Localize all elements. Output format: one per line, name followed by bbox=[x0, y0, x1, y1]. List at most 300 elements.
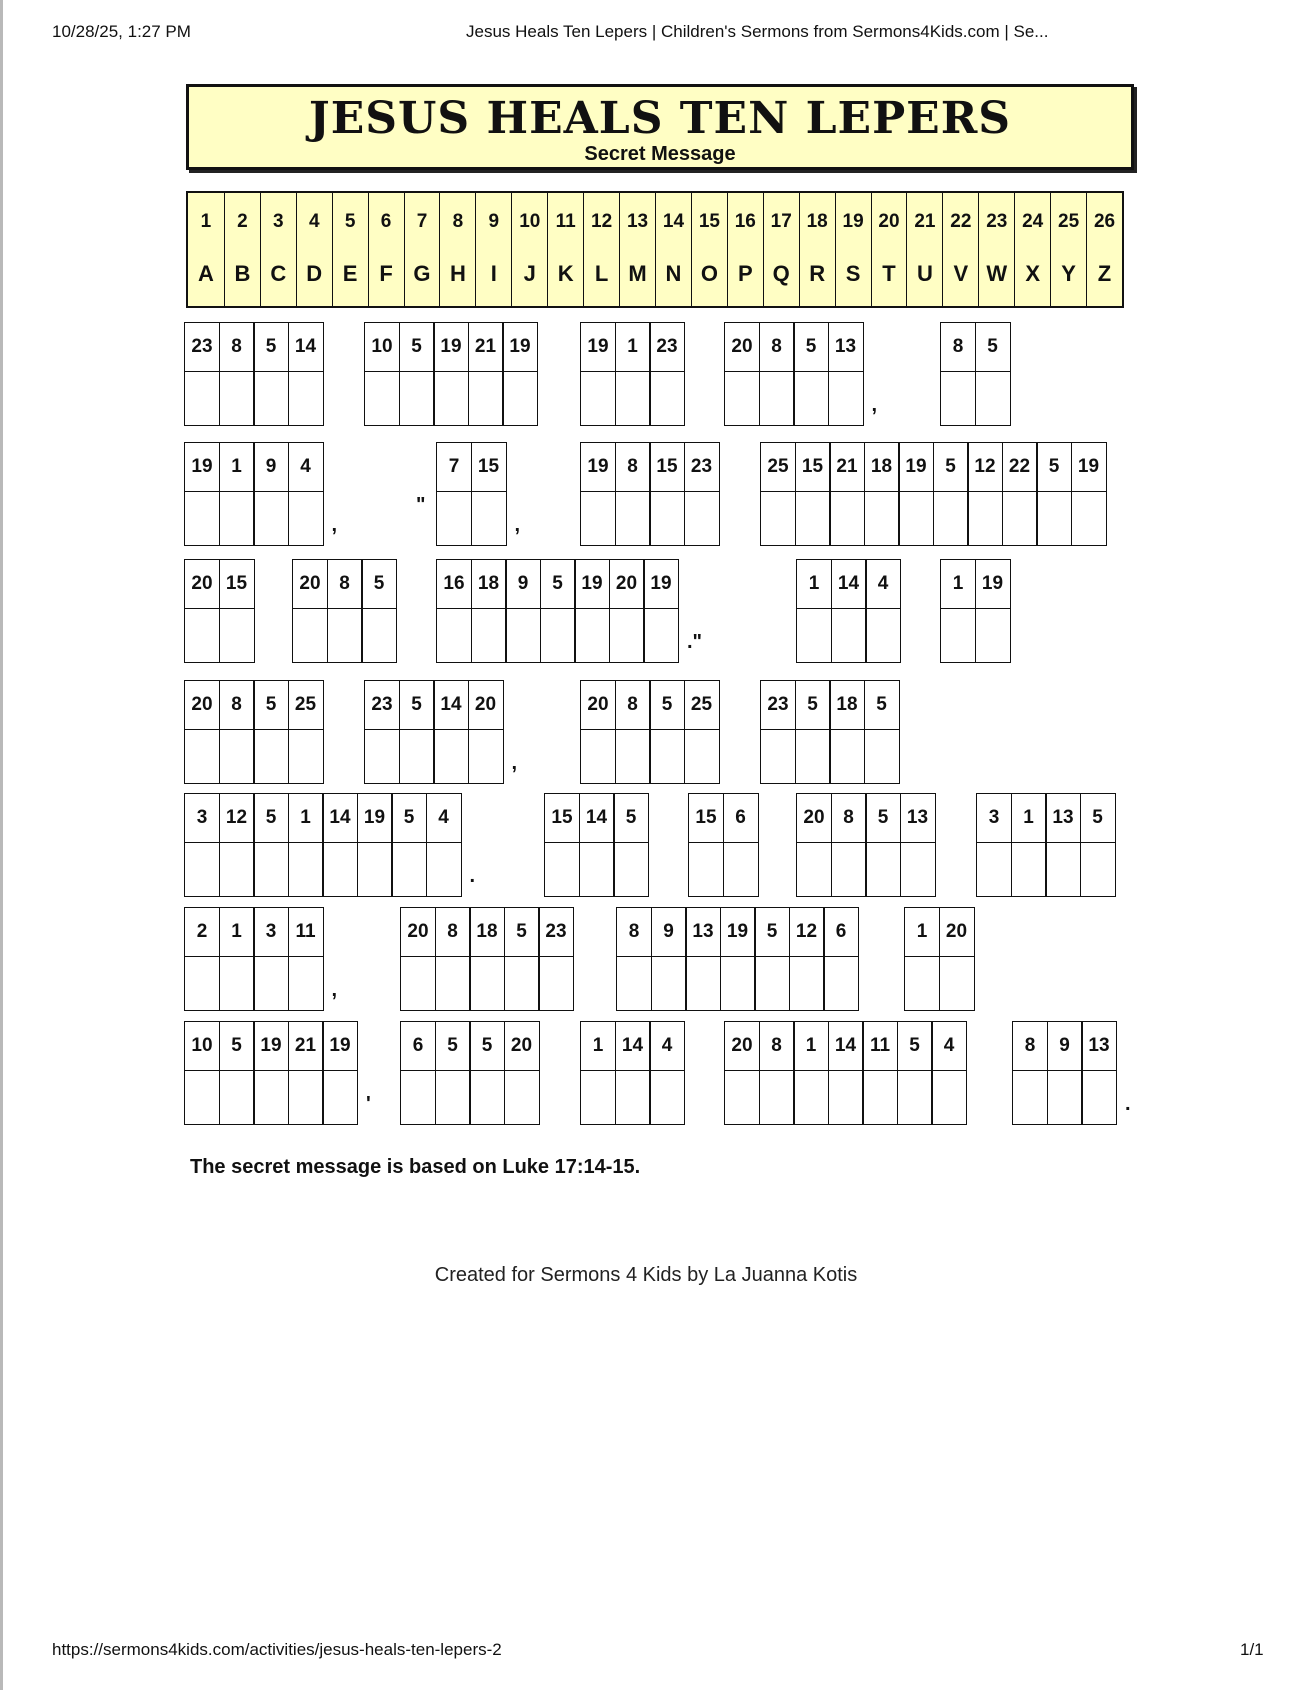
answer-blank[interactable] bbox=[220, 492, 254, 545]
letter-box[interactable] bbox=[468, 680, 504, 784]
letter-box[interactable] bbox=[609, 559, 645, 663]
letter-box[interactable] bbox=[975, 559, 1011, 663]
letter-box[interactable] bbox=[253, 442, 289, 546]
letter-box[interactable] bbox=[828, 322, 864, 426]
answer-blank[interactable] bbox=[400, 372, 434, 425]
answer-blank[interactable] bbox=[185, 372, 219, 425]
answer-blank[interactable] bbox=[365, 372, 399, 425]
answer-blank[interactable] bbox=[760, 372, 794, 425]
letter-box[interactable] bbox=[904, 907, 940, 1011]
letter-code: 19 bbox=[1072, 443, 1106, 492]
letter-box[interactable] bbox=[1002, 442, 1038, 546]
letter-box[interactable] bbox=[219, 907, 255, 1011]
answer-blank[interactable] bbox=[1082, 1071, 1116, 1124]
letter-box[interactable] bbox=[288, 442, 324, 546]
answer-blank[interactable] bbox=[220, 609, 254, 662]
answer-blank[interactable] bbox=[794, 372, 828, 425]
key-number: 14 bbox=[655, 193, 691, 241]
answer-blank[interactable] bbox=[580, 843, 614, 896]
letter-box[interactable] bbox=[579, 793, 615, 897]
answer-blank[interactable] bbox=[866, 609, 900, 662]
answer-blank[interactable] bbox=[436, 957, 470, 1010]
letter-box[interactable] bbox=[865, 559, 901, 663]
answer-blank[interactable] bbox=[976, 372, 1010, 425]
letter-box[interactable] bbox=[615, 1021, 651, 1125]
letter-code: 5 bbox=[470, 1022, 504, 1071]
answer-blank[interactable] bbox=[470, 957, 504, 1010]
answer-blank[interactable] bbox=[328, 609, 362, 662]
letter-box[interactable] bbox=[400, 907, 436, 1011]
letter-box[interactable] bbox=[760, 680, 796, 784]
key-letter: P bbox=[727, 241, 763, 306]
letter-box[interactable] bbox=[1081, 1021, 1117, 1125]
letter-box[interactable] bbox=[540, 559, 576, 663]
answer-blank[interactable] bbox=[865, 730, 899, 783]
letter-box[interactable] bbox=[574, 559, 610, 663]
letter-box[interactable] bbox=[184, 680, 220, 784]
answer-blank[interactable] bbox=[901, 843, 935, 896]
answer-blank[interactable] bbox=[794, 1071, 828, 1124]
letter-box[interactable] bbox=[1036, 442, 1072, 546]
answer-blank[interactable] bbox=[185, 843, 219, 896]
letter-box[interactable] bbox=[616, 907, 652, 1011]
letter-box[interactable] bbox=[288, 793, 324, 897]
answer-blank[interactable] bbox=[689, 843, 723, 896]
answer-blank[interactable] bbox=[434, 730, 468, 783]
letter-code: 15 bbox=[650, 443, 684, 492]
answer-blank[interactable] bbox=[185, 1071, 219, 1124]
letter-box[interactable] bbox=[688, 793, 724, 897]
answer-blank[interactable] bbox=[185, 609, 219, 662]
answer-blank[interactable] bbox=[724, 843, 758, 896]
letter-box[interactable] bbox=[723, 793, 759, 897]
letter-box[interactable] bbox=[649, 1021, 685, 1125]
letter-box[interactable] bbox=[684, 442, 720, 546]
answer-blank[interactable] bbox=[289, 372, 323, 425]
cipher-word bbox=[760, 442, 1107, 546]
answer-blank[interactable] bbox=[401, 1071, 435, 1124]
letter-box[interactable] bbox=[795, 680, 831, 784]
answer-blank[interactable] bbox=[650, 730, 684, 783]
letter-box[interactable] bbox=[831, 559, 867, 663]
punctuation-mark: , bbox=[871, 394, 878, 416]
answer-blank[interactable] bbox=[220, 957, 254, 1010]
answer-blank[interactable] bbox=[934, 492, 968, 545]
answer-blank[interactable] bbox=[644, 609, 678, 662]
answer-blank[interactable] bbox=[472, 609, 506, 662]
answer-blank[interactable] bbox=[581, 730, 615, 783]
letter-box[interactable] bbox=[184, 907, 220, 1011]
letter-box[interactable] bbox=[184, 559, 220, 663]
letter-code: 5 bbox=[796, 681, 830, 730]
letter-box[interactable] bbox=[433, 322, 469, 426]
letter-box[interactable] bbox=[219, 1021, 255, 1125]
letter-box[interactable] bbox=[829, 680, 865, 784]
letter-box[interactable] bbox=[976, 793, 1012, 897]
answer-blank[interactable] bbox=[616, 730, 650, 783]
answer-blank[interactable] bbox=[254, 730, 288, 783]
answer-blank[interactable] bbox=[575, 609, 609, 662]
answer-blank[interactable] bbox=[721, 957, 755, 1010]
letter-box[interactable] bbox=[391, 793, 427, 897]
letter-box[interactable] bbox=[288, 1021, 324, 1125]
answer-blank[interactable] bbox=[1072, 492, 1106, 545]
letter-code: 4 bbox=[289, 443, 323, 492]
answer-blank[interactable] bbox=[652, 957, 686, 1010]
letter-box[interactable] bbox=[615, 322, 651, 426]
answer-blank[interactable] bbox=[1046, 843, 1080, 896]
letter-box[interactable] bbox=[468, 322, 504, 426]
answer-blank[interactable] bbox=[761, 492, 795, 545]
answer-blank[interactable] bbox=[220, 1071, 254, 1124]
letter-box[interactable] bbox=[615, 680, 651, 784]
letter-box[interactable] bbox=[864, 442, 900, 546]
answer-blank[interactable] bbox=[899, 492, 933, 545]
answer-blank[interactable] bbox=[796, 730, 830, 783]
letter-box[interactable] bbox=[253, 1021, 289, 1125]
answer-blank[interactable] bbox=[796, 492, 830, 545]
letter-box[interactable] bbox=[1071, 442, 1107, 546]
answer-blank[interactable] bbox=[616, 492, 650, 545]
answer-blank[interactable] bbox=[362, 609, 396, 662]
answer-blank[interactable] bbox=[220, 843, 254, 896]
letter-box[interactable] bbox=[795, 442, 831, 546]
answer-blank[interactable] bbox=[472, 492, 506, 545]
answer-blank[interactable] bbox=[797, 843, 831, 896]
letter-box[interactable] bbox=[897, 1021, 933, 1125]
answer-blank[interactable] bbox=[254, 492, 288, 545]
answer-blank[interactable] bbox=[1081, 843, 1115, 896]
letter-box[interactable] bbox=[322, 1021, 358, 1125]
letter-code: 20 bbox=[185, 560, 219, 609]
answer-blank[interactable] bbox=[830, 730, 864, 783]
letter-box[interactable] bbox=[253, 322, 289, 426]
answer-blank[interactable] bbox=[427, 843, 461, 896]
answer-blank[interactable] bbox=[434, 372, 468, 425]
answer-blank[interactable] bbox=[436, 1071, 470, 1124]
letter-code: 23 bbox=[650, 323, 684, 372]
answer-blank[interactable] bbox=[505, 957, 539, 1010]
answer-blank[interactable] bbox=[610, 609, 644, 662]
answer-blank[interactable] bbox=[1048, 1071, 1082, 1124]
letter-box[interactable] bbox=[288, 907, 324, 1011]
letter-box[interactable] bbox=[544, 793, 580, 897]
letter-box[interactable] bbox=[184, 1021, 220, 1125]
answer-blank[interactable] bbox=[503, 372, 537, 425]
answer-blank[interactable] bbox=[469, 730, 503, 783]
answer-blank[interactable] bbox=[614, 843, 648, 896]
letter-box[interactable] bbox=[469, 1021, 505, 1125]
letter-box[interactable] bbox=[789, 907, 825, 1011]
letter-box[interactable] bbox=[433, 680, 469, 784]
letter-code: 13 bbox=[829, 323, 863, 372]
letter-box[interactable] bbox=[253, 793, 289, 897]
letter-code: 6 bbox=[724, 794, 758, 843]
punctuation-mark: , bbox=[514, 514, 521, 536]
answer-blank[interactable] bbox=[289, 1071, 323, 1124]
letter-box[interactable] bbox=[649, 442, 685, 546]
letter-box[interactable] bbox=[649, 322, 685, 426]
answer-blank[interactable] bbox=[685, 730, 719, 783]
answer-blank[interactable] bbox=[469, 372, 503, 425]
letter-box[interactable] bbox=[361, 559, 397, 663]
letter-box[interactable] bbox=[615, 442, 651, 546]
answer-blank[interactable] bbox=[617, 957, 651, 1010]
answer-blank[interactable] bbox=[289, 843, 323, 896]
answer-blank[interactable] bbox=[866, 843, 900, 896]
letter-box[interactable] bbox=[184, 322, 220, 426]
letter-box[interactable] bbox=[504, 907, 540, 1011]
letter-box[interactable] bbox=[933, 442, 969, 546]
letter-box[interactable] bbox=[327, 559, 363, 663]
answer-blank[interactable] bbox=[392, 843, 426, 896]
letter-code: 20 bbox=[505, 1022, 539, 1071]
letter-box[interactable] bbox=[219, 793, 255, 897]
answer-blank[interactable] bbox=[581, 372, 615, 425]
letter-box[interactable] bbox=[502, 322, 538, 426]
answer-blank[interactable] bbox=[437, 609, 471, 662]
answer-blank[interactable] bbox=[905, 957, 939, 1010]
answer-blank[interactable] bbox=[185, 957, 219, 1010]
answer-blank[interactable] bbox=[650, 1071, 684, 1124]
letter-box[interactable] bbox=[796, 559, 832, 663]
letter-box[interactable] bbox=[469, 907, 505, 1011]
letter-box[interactable] bbox=[436, 559, 472, 663]
answer-blank[interactable] bbox=[254, 957, 288, 1010]
answer-blank[interactable] bbox=[760, 1071, 794, 1124]
letter-box[interactable] bbox=[967, 442, 1003, 546]
letter-box[interactable] bbox=[685, 907, 721, 1011]
letter-code: 12 bbox=[790, 908, 824, 957]
letter-box[interactable] bbox=[435, 1021, 471, 1125]
letter-box[interactable] bbox=[435, 907, 471, 1011]
letter-box[interactable] bbox=[939, 907, 975, 1011]
answer-blank[interactable] bbox=[976, 609, 1010, 662]
letter-box[interactable] bbox=[219, 559, 255, 663]
answer-blank[interactable] bbox=[365, 730, 399, 783]
answer-blank[interactable] bbox=[725, 1071, 759, 1124]
answer-blank[interactable] bbox=[185, 730, 219, 783]
answer-blank[interactable] bbox=[898, 1071, 932, 1124]
answer-blank[interactable] bbox=[254, 1071, 288, 1124]
answer-blank[interactable] bbox=[941, 372, 975, 425]
letter-box[interactable] bbox=[288, 322, 324, 426]
letter-box[interactable] bbox=[399, 322, 435, 426]
answer-blank[interactable] bbox=[323, 843, 357, 896]
key-letter: Z bbox=[1086, 241, 1122, 306]
answer-blank[interactable] bbox=[437, 492, 471, 545]
letter-box[interactable] bbox=[759, 322, 795, 426]
answer-blank[interactable] bbox=[1037, 492, 1071, 545]
answer-blank[interactable] bbox=[941, 609, 975, 662]
answer-blank[interactable] bbox=[968, 492, 1002, 545]
answer-blank[interactable] bbox=[650, 372, 684, 425]
letter-box[interactable] bbox=[1080, 793, 1116, 897]
letter-box[interactable] bbox=[288, 680, 324, 784]
letter-code: 5 bbox=[220, 1022, 254, 1071]
answer-blank[interactable] bbox=[545, 843, 579, 896]
letter-box[interactable] bbox=[613, 793, 649, 897]
worksheet-title: JESUS HEALS TEN LEPERS bbox=[308, 93, 1012, 144]
letter-box[interactable] bbox=[760, 442, 796, 546]
key-letter: Q bbox=[763, 241, 799, 306]
letter-box[interactable] bbox=[292, 559, 328, 663]
letter-box[interactable] bbox=[940, 559, 976, 663]
letter-box[interactable] bbox=[823, 907, 859, 1011]
answer-blank[interactable] bbox=[824, 957, 858, 1010]
letter-code: 4 bbox=[932, 1022, 966, 1071]
answer-blank[interactable] bbox=[685, 492, 719, 545]
letter-box[interactable] bbox=[580, 680, 616, 784]
letter-box[interactable] bbox=[580, 442, 616, 546]
answer-blank[interactable] bbox=[289, 730, 323, 783]
answer-blank[interactable] bbox=[539, 957, 573, 1010]
answer-blank[interactable] bbox=[755, 957, 789, 1010]
answer-blank[interactable] bbox=[254, 843, 288, 896]
answer-blank[interactable] bbox=[616, 1071, 650, 1124]
answer-blank[interactable] bbox=[541, 609, 575, 662]
answer-blank[interactable] bbox=[581, 1071, 615, 1124]
letter-code: 8 bbox=[328, 560, 362, 609]
answer-blank[interactable] bbox=[581, 492, 615, 545]
letter-box[interactable] bbox=[364, 322, 400, 426]
letter-box[interactable] bbox=[471, 442, 507, 546]
letter-box[interactable] bbox=[862, 1021, 898, 1125]
answer-blank[interactable] bbox=[289, 957, 323, 1010]
letter-box[interactable] bbox=[940, 322, 976, 426]
letter-box[interactable] bbox=[219, 680, 255, 784]
letter-code: 5 bbox=[866, 794, 900, 843]
letter-box[interactable] bbox=[505, 559, 541, 663]
letter-box[interactable] bbox=[219, 442, 255, 546]
letter-box[interactable] bbox=[253, 907, 289, 1011]
letter-box[interactable] bbox=[759, 1021, 795, 1125]
letter-code: 1 bbox=[1012, 794, 1046, 843]
letter-box[interactable] bbox=[184, 793, 220, 897]
letter-box[interactable] bbox=[865, 793, 901, 897]
answer-blank[interactable] bbox=[220, 730, 254, 783]
letter-box[interactable] bbox=[400, 1021, 436, 1125]
letter-box[interactable] bbox=[900, 793, 936, 897]
letter-code: 23 bbox=[185, 323, 219, 372]
letter-box[interactable] bbox=[651, 907, 687, 1011]
letter-box[interactable] bbox=[796, 793, 832, 897]
key-letter: B bbox=[224, 241, 260, 306]
letter-box[interactable] bbox=[643, 559, 679, 663]
letter-box[interactable] bbox=[426, 793, 462, 897]
answer-blank[interactable] bbox=[323, 1071, 357, 1124]
letter-box[interactable] bbox=[793, 1021, 829, 1125]
letter-box[interactable] bbox=[649, 680, 685, 784]
answer-blank[interactable] bbox=[865, 492, 899, 545]
answer-blank[interactable] bbox=[400, 730, 434, 783]
letter-box[interactable] bbox=[724, 1021, 760, 1125]
letter-box[interactable] bbox=[793, 322, 829, 426]
letter-box[interactable] bbox=[931, 1021, 967, 1125]
letter-box[interactable] bbox=[357, 793, 393, 897]
letter-code: 5 bbox=[254, 794, 288, 843]
letter-box[interactable] bbox=[724, 322, 760, 426]
letter-box[interactable] bbox=[580, 1021, 616, 1125]
letter-box[interactable] bbox=[436, 442, 472, 546]
letter-box[interactable] bbox=[828, 1021, 864, 1125]
letter-box[interactable] bbox=[399, 680, 435, 784]
letter-box[interactable] bbox=[184, 442, 220, 546]
letter-box[interactable] bbox=[720, 907, 756, 1011]
letter-box[interactable] bbox=[504, 1021, 540, 1125]
answer-blank[interactable] bbox=[289, 492, 323, 545]
answer-blank[interactable] bbox=[830, 492, 864, 545]
key-letter: U bbox=[906, 241, 942, 306]
answer-blank[interactable] bbox=[254, 372, 288, 425]
answer-blank[interactable] bbox=[829, 1071, 863, 1124]
letter-box[interactable] bbox=[975, 322, 1011, 426]
answer-blank[interactable] bbox=[686, 957, 720, 1010]
letter-code: 5 bbox=[400, 681, 434, 730]
letter-box[interactable] bbox=[322, 793, 358, 897]
letter-box[interactable] bbox=[1045, 793, 1081, 897]
answer-blank[interactable] bbox=[761, 730, 795, 783]
answer-blank[interactable] bbox=[797, 609, 831, 662]
letter-code: 20 bbox=[293, 560, 327, 609]
letter-box[interactable] bbox=[684, 680, 720, 784]
answer-blank[interactable] bbox=[616, 372, 650, 425]
answer-blank[interactable] bbox=[790, 957, 824, 1010]
letter-box[interactable] bbox=[898, 442, 934, 546]
answer-blank[interactable] bbox=[940, 957, 974, 1010]
answer-blank[interactable] bbox=[505, 1071, 539, 1124]
letter-box[interactable] bbox=[364, 680, 400, 784]
letter-box[interactable] bbox=[471, 559, 507, 663]
letter-box[interactable] bbox=[1011, 793, 1047, 897]
letter-box[interactable] bbox=[253, 680, 289, 784]
key-letter: C bbox=[260, 241, 296, 306]
answer-blank[interactable] bbox=[863, 1071, 897, 1124]
answer-blank[interactable] bbox=[470, 1071, 504, 1124]
letter-code: 15 bbox=[796, 443, 830, 492]
answer-blank[interactable] bbox=[977, 843, 1011, 896]
letter-box[interactable] bbox=[1047, 1021, 1083, 1125]
letter-box[interactable] bbox=[831, 793, 867, 897]
letter-box[interactable] bbox=[864, 680, 900, 784]
letter-box[interactable] bbox=[219, 322, 255, 426]
letter-box[interactable] bbox=[754, 907, 790, 1011]
answer-blank[interactable] bbox=[1012, 843, 1046, 896]
answer-blank[interactable] bbox=[358, 843, 392, 896]
answer-blank[interactable] bbox=[1013, 1071, 1047, 1124]
worksheet-subtitle: Secret Message bbox=[584, 143, 736, 165]
answer-blank[interactable] bbox=[832, 609, 866, 662]
letter-box[interactable] bbox=[538, 907, 574, 1011]
answer-blank[interactable] bbox=[1003, 492, 1037, 545]
letter-code: 8 bbox=[760, 323, 794, 372]
letter-code: 19 bbox=[976, 560, 1010, 609]
answer-blank[interactable] bbox=[932, 1071, 966, 1124]
answer-blank[interactable] bbox=[829, 372, 863, 425]
answer-blank[interactable] bbox=[401, 957, 435, 1010]
answer-blank[interactable] bbox=[832, 843, 866, 896]
letter-box[interactable] bbox=[580, 322, 616, 426]
answer-blank[interactable] bbox=[725, 372, 759, 425]
credit-line: Created for Sermons 4 Kids by La Juanna Kotis bbox=[434, 1264, 858, 1286]
answer-blank[interactable] bbox=[293, 609, 327, 662]
answer-blank[interactable] bbox=[185, 492, 219, 545]
answer-blank[interactable] bbox=[220, 372, 254, 425]
letter-box[interactable] bbox=[829, 442, 865, 546]
answer-blank[interactable] bbox=[506, 609, 540, 662]
answer-blank[interactable] bbox=[650, 492, 684, 545]
letter-box[interactable] bbox=[1012, 1021, 1048, 1125]
